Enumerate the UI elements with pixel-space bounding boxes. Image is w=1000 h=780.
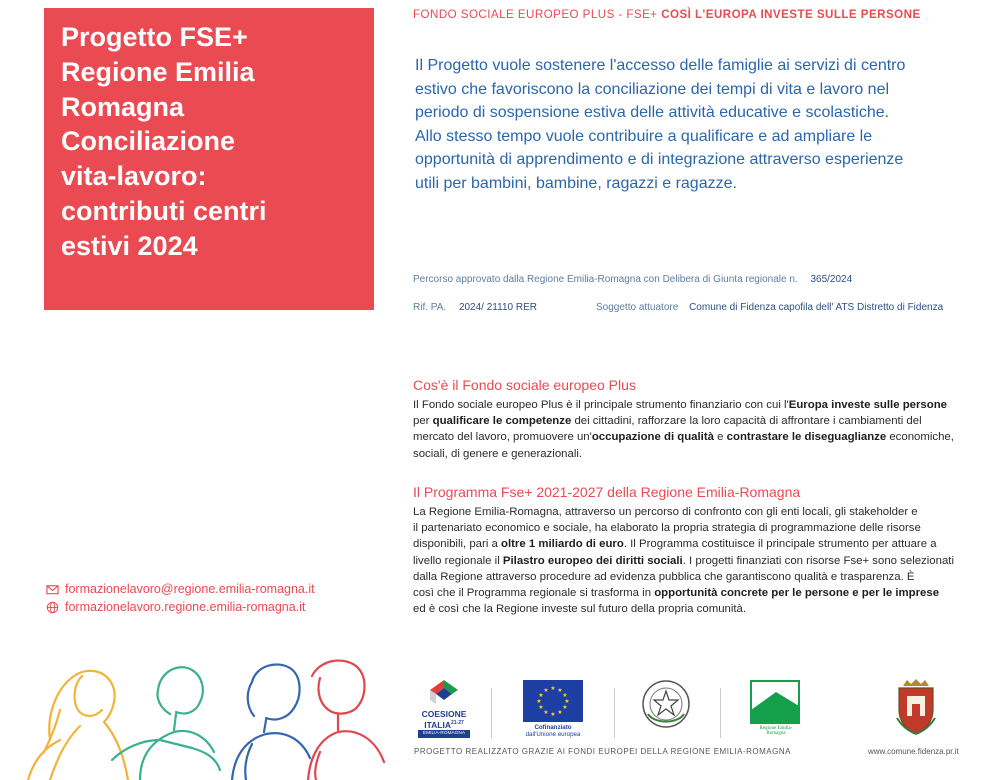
intro-line: Il Progetto vuole sostenere l'accesso delle famiglie ai servizi di centro xyxy=(415,57,906,74)
person-red xyxy=(308,661,384,780)
svg-text:★: ★ xyxy=(543,687,549,694)
svg-text:★: ★ xyxy=(562,704,568,711)
para-line xyxy=(413,413,973,429)
intro-line: periodo di sospensione estiva delle attività educative e scolastiche. xyxy=(415,104,890,121)
rer-flag-icon xyxy=(750,680,800,724)
website-text: formazionelavoro.regione.emilia-romagna.it xyxy=(65,600,306,614)
footer-url[interactable]: www.comune.fidenza.pr.it xyxy=(868,747,959,756)
title-line: Conciliazione xyxy=(61,126,236,157)
bold-run: oltre 1 miliardo di euro xyxy=(501,538,624,551)
svg-text:★: ★ xyxy=(550,685,556,692)
approval-label: Percorso approvato dalla Regione Emilia-Romagna con Delibera di Giunta regionale n. xyxy=(413,274,798,285)
title-line: Regione Emilia xyxy=(61,56,255,87)
logo-divider xyxy=(614,688,615,738)
logo-divider xyxy=(720,688,721,738)
text-run: così che il Programma regionale si trasforma in xyxy=(413,587,655,600)
para-line xyxy=(413,520,973,536)
text-run: . I progetti finanziati con risorse Fse+ sono selezionati xyxy=(682,554,954,567)
svg-text:★: ★ xyxy=(543,709,549,716)
header-slogan: COSÌ L'EUROPA INVESTE SULLE PERSONE xyxy=(661,8,921,21)
section1-paragraph xyxy=(413,397,973,462)
rif-label: Rif. PA. xyxy=(413,302,447,313)
section2-paragraph xyxy=(413,504,973,617)
text-run: per xyxy=(413,415,433,428)
bold-run: qualificare le competenze xyxy=(432,415,572,428)
intro-paragraph xyxy=(415,54,975,195)
email-text: formazionelavoro@regione.emilia-romagna.it xyxy=(65,582,315,596)
header-strip xyxy=(413,8,921,21)
soggetto-label: Soggetto attuatore xyxy=(596,302,679,313)
bold-run: Pilastro europeo dei diritti sociali xyxy=(502,554,683,567)
soggetto-line xyxy=(596,302,943,313)
title-line: vita-lavoro: xyxy=(61,161,207,192)
bold-run: Europa investe sulle persone xyxy=(788,399,948,411)
regione-emilia-romagna-logo xyxy=(750,680,802,740)
logo-divider xyxy=(491,688,492,738)
title-line: estivi 2024 xyxy=(61,230,198,261)
rer-label: Regione Emilia-Romagna xyxy=(759,726,793,736)
approval-line xyxy=(413,274,852,285)
contact-email[interactable] xyxy=(46,582,315,596)
title-box xyxy=(44,8,374,310)
text-run: ed è così che la Regione investe sul futuro della propria comunità. xyxy=(413,603,747,616)
para-line xyxy=(413,569,973,585)
text-run: dei cittadini, rafforzare la loro capacità di affrontare i cambiamenti del xyxy=(571,415,922,428)
header-prefix: FONDO SOCIALE EUROPEO PLUS - FSE+ xyxy=(413,8,658,21)
svg-text:★: ★ xyxy=(538,692,544,699)
title-line: Progetto FSE+ xyxy=(61,22,248,52)
svg-text:★: ★ xyxy=(564,698,570,705)
rif-value: 2024/ 21110 RER xyxy=(458,302,537,313)
text-run: mercato del lavoro, promuovere un' xyxy=(413,431,592,444)
bold-run: contrastare le diseguaglianze xyxy=(726,431,887,444)
intro-line: estivo che favoriscono la conciliazione dei tempi di vita e lavoro nel xyxy=(415,80,890,98)
coesione-italia-logo xyxy=(412,678,476,738)
svg-text:★: ★ xyxy=(557,687,563,694)
section2-title: Il Programma Fse+ 2021-2027 della Regione Emilia-Romagna xyxy=(413,484,801,500)
person-blue xyxy=(232,664,310,780)
eu-line1: Cofinanziato xyxy=(534,724,572,731)
text-run: . Il Programma costituisce il principale strumento per attuare a xyxy=(623,538,937,551)
text-run: sociali, di genere e generazionali. xyxy=(413,447,583,460)
para-line xyxy=(413,553,973,569)
intro-line: opportunità di apprendimento e di integrazione attraverso esperienze xyxy=(415,151,904,168)
para-line xyxy=(413,585,973,601)
para-line xyxy=(413,397,973,413)
bold-run: opportunità concrete per le persone e per le imprese xyxy=(654,587,940,600)
para-line xyxy=(413,429,973,445)
svg-text:★: ★ xyxy=(550,711,556,718)
text-run: il partenariato economico e sociale, ha elaborato la propria strategia di programmazione delle risorse xyxy=(413,522,921,535)
svg-text:★: ★ xyxy=(538,704,544,711)
text-run: livello regionale il xyxy=(413,554,503,567)
text-run: La Regione Emilia-Romagna, attraverso un percorso di confronto con gli enti locali, gli stakeholder e xyxy=(413,506,918,518)
bold-run: occupazione di qualità xyxy=(591,431,714,444)
para-line xyxy=(413,446,973,462)
eu-line2: dall'Unione europea xyxy=(525,731,581,738)
intro-line: Allo stesso tempo vuole contribuire a qualificare e ad ampliare le xyxy=(415,127,873,145)
mail-icon xyxy=(46,583,59,596)
coesione-years: 21-27 xyxy=(450,720,464,726)
fidenza-crest-icon xyxy=(893,678,939,736)
italian-republic-emblem xyxy=(640,678,692,730)
text-run: e xyxy=(713,431,727,444)
eu-flag-icon xyxy=(523,680,583,722)
contact-website[interactable] xyxy=(46,600,305,614)
coesione-region: EMILIA-ROMAGNA xyxy=(418,730,470,738)
republic-emblem-icon xyxy=(640,678,692,730)
person-yellow xyxy=(28,671,128,780)
text-run: disponibili, pari a xyxy=(413,538,502,551)
title-line: contributi centri xyxy=(61,195,267,226)
title-line: Romagna xyxy=(61,91,185,122)
svg-text:★: ★ xyxy=(536,698,542,705)
text-run: dalla Regione attraverso procedure ad evidenza pubblica che garantiscono qualità e trasparenza. È xyxy=(413,570,915,583)
coesione-line2: ITALIA xyxy=(424,719,451,730)
rif-line xyxy=(413,302,537,313)
fidenza-coat-of-arms xyxy=(893,678,939,736)
svg-text:★: ★ xyxy=(562,692,568,699)
coesione-mark-icon xyxy=(424,678,464,708)
intro-line: utili per bambini, bambine, ragazzi e ragazze. xyxy=(415,174,737,192)
globe-icon xyxy=(46,601,59,614)
person-green xyxy=(112,667,220,780)
soggetto-value: Comune di Fidenza capofila dell' ATS Distretto di Fidenza xyxy=(689,302,944,313)
para-line xyxy=(413,601,973,617)
coesione-line1: COESIONE xyxy=(421,709,467,719)
para-line xyxy=(413,504,973,520)
people-illustration xyxy=(20,640,390,780)
approval-value: 365/2024 xyxy=(810,274,853,285)
eu-cofinanced-logo xyxy=(520,680,586,740)
text-run: economiche, xyxy=(886,431,954,444)
svg-text:★: ★ xyxy=(557,709,563,716)
text-run: Il Fondo sociale europeo Plus è il principale strumento finanziario con cui l' xyxy=(413,399,789,411)
para-line xyxy=(413,536,973,552)
footer-project-text: PROGETTO REALIZZATO GRAZIE AI FONDI EUROPEI DELLA REGIONE EMILIA-ROMAGNA xyxy=(414,747,791,756)
section1-title: Cos'è il Fondo sociale europeo Plus xyxy=(413,377,636,393)
